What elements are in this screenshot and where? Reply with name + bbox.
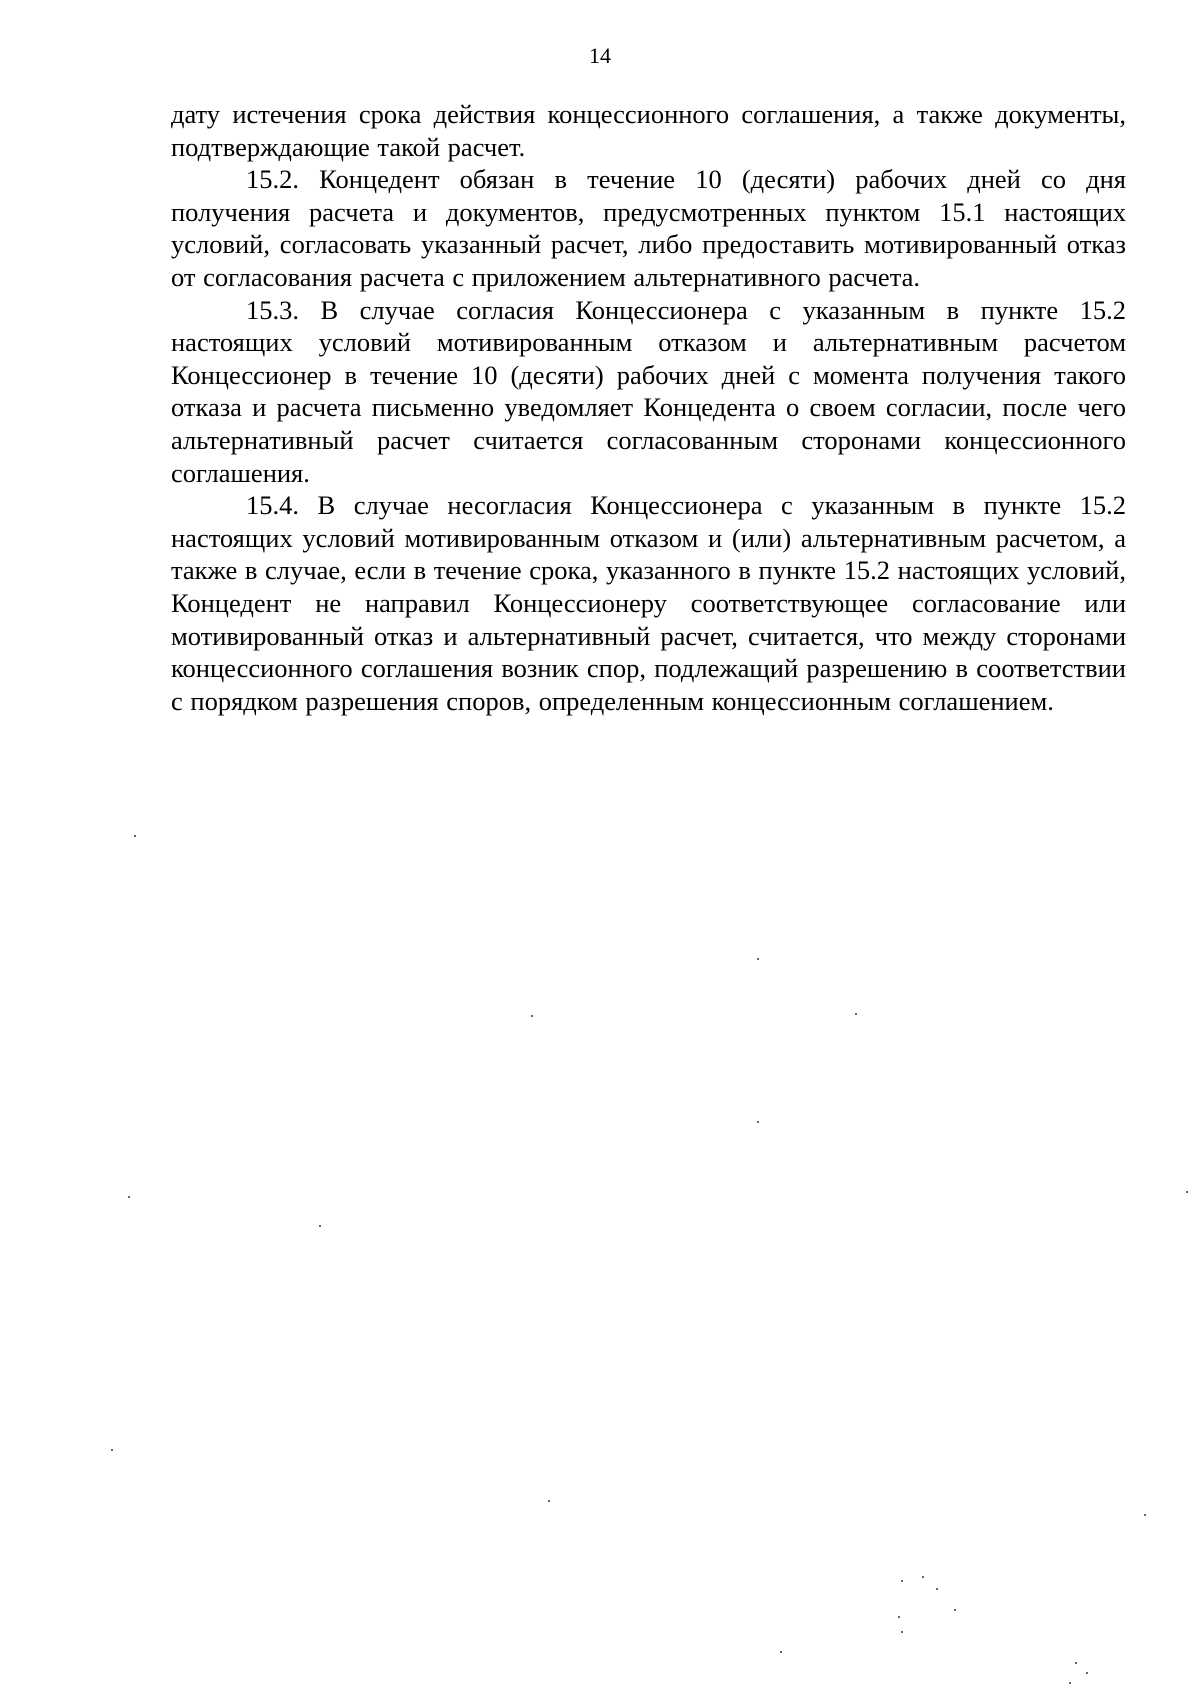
scan-speck	[531, 1015, 533, 1017]
scan-speck	[319, 1225, 321, 1227]
scan-speck	[780, 1651, 782, 1653]
page-number: 14	[589, 43, 611, 68]
scan-speck	[922, 1576, 924, 1578]
scan-speck	[898, 1616, 900, 1618]
scan-speck	[1075, 1662, 1077, 1664]
paragraph-15-3: 15.3. В случае согласия Концессионера с указанным в пункте 15.2 настоящих условий мотивированным отказом и альтернативным расчетом Концессионер в течение 10 (десяти) рабочих дней с момента получения такого отказа и расчета письменно уведомляет Концедента о своем согласии, после чего альтернативный расчет считается согласованным сторонами концессионного соглашения.	[171, 294, 1126, 488]
scan-speck	[1069, 1682, 1071, 1684]
scan-speck	[936, 1588, 938, 1590]
paragraph-continuation: дату истечения срока действия концессионного соглашения, а также документы, подтверждающие такой расчет.	[171, 99, 1126, 162]
scan-speck	[901, 1631, 903, 1633]
scan-speck	[111, 1449, 113, 1451]
scan-speck	[954, 1609, 956, 1611]
document-body	[171, 98, 1126, 717]
scan-speck	[757, 1121, 759, 1123]
paragraph-15-4: 15.4. В случае несогласия Концессионера с указанным в пункте 15.2 настоящих условий мотивированным отказом и (или) альтернативным расчетом, а также в случае, если в течение срока, указанного в пункте 15.2 настоящих условий, Концедент не направил Концессионеру соответствующее согласование или мотивированный отказ и альтернативный расчет, считается, что между сторонами концессионного соглашения возник спор, подлежащий разрешению в соответствии с порядком разрешения споров, определенным концессионным соглашением.	[171, 490, 1126, 716]
scan-speck	[855, 1013, 857, 1015]
paragraph-15-2: 15.2. Концедент обязан в течение 10 (десяти) рабочих дней со дня получения расчета и документов, предусмотренных пунктом 15.1 настоящих условий, согласовать указанный расчет, либо предоставить мотивированный отказ от согласования расчета с приложением альтернативного расчета.	[171, 164, 1126, 292]
scan-speck	[1086, 1672, 1088, 1674]
scan-speck	[901, 1580, 903, 1582]
scan-speck	[128, 1196, 130, 1198]
scan-speck	[548, 1500, 550, 1502]
scan-speck	[134, 835, 136, 837]
scan-speck	[1186, 1191, 1188, 1193]
scan-speck	[1144, 1514, 1146, 1516]
scan-speck	[757, 958, 759, 960]
